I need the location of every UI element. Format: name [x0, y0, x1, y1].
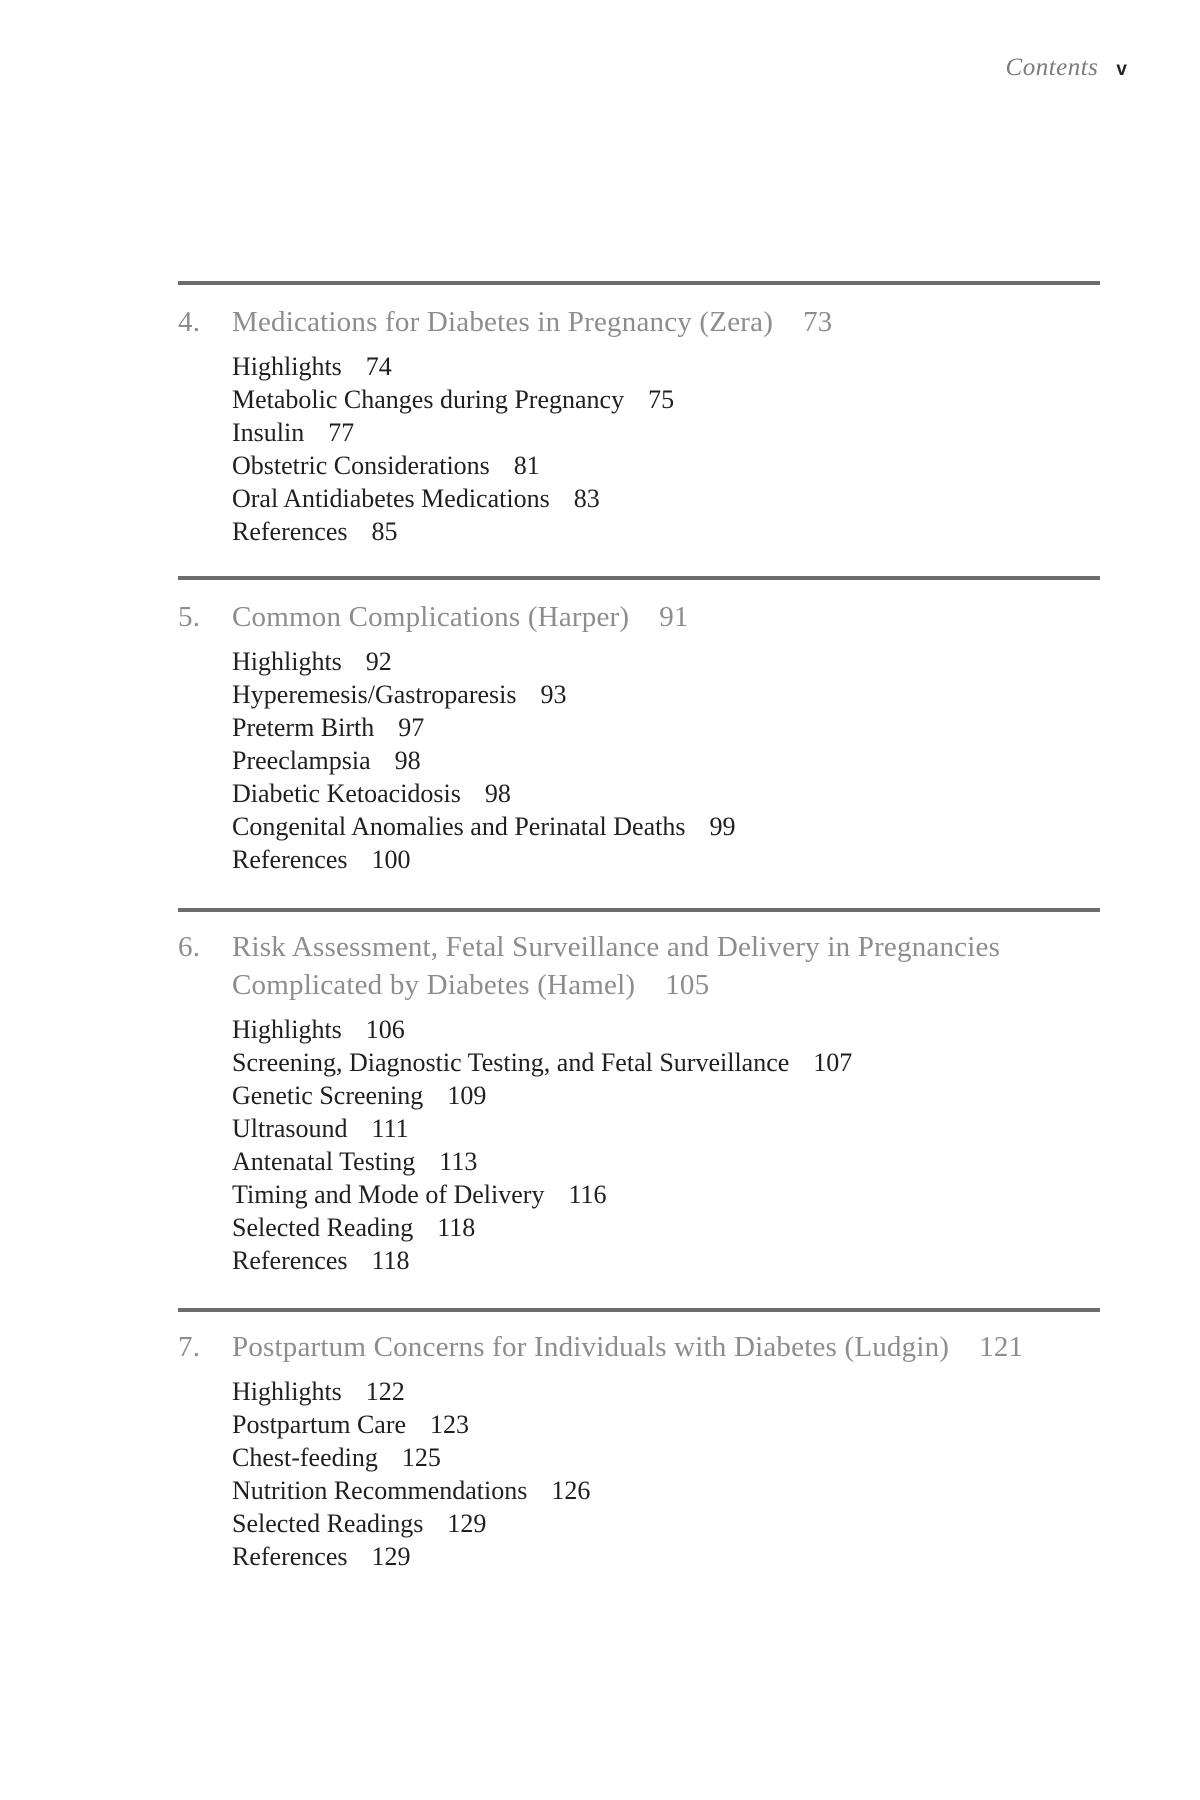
- chapter-number: 7.: [178, 1331, 201, 1363]
- running-title: Contents: [1005, 54, 1099, 81]
- item-page-number: 126: [551, 1476, 591, 1505]
- toc-item: [232, 678, 1108, 711]
- chapter-heading: [178, 598, 1108, 636]
- item-page-number: 99: [709, 812, 736, 841]
- item-page-number: 100: [371, 845, 411, 874]
- toc-item: [232, 1145, 1108, 1178]
- toc-item: [232, 350, 1108, 383]
- item-page-number: 111: [371, 1114, 409, 1143]
- chapter-title-text: Risk Assessment, Fetal Surveillance and Delivery in Pregnancies: [232, 931, 1001, 963]
- chapter-page-number: 73: [803, 306, 833, 338]
- toc-item: [232, 449, 1108, 482]
- page-number: v: [1116, 59, 1127, 80]
- toc-item: [232, 1441, 1108, 1474]
- item-page-number: 106: [365, 1015, 405, 1044]
- item-label: References: [232, 517, 348, 546]
- chapter-item-list: [232, 1013, 1108, 1277]
- item-label: References: [232, 845, 348, 874]
- item-page-number: 123: [430, 1410, 470, 1439]
- toc-item: [232, 515, 1108, 548]
- item-label: Selected Reading: [232, 1213, 414, 1242]
- item-page-number: 74: [365, 352, 392, 381]
- item-page-number: 118: [371, 1246, 410, 1275]
- toc-item: [232, 711, 1108, 744]
- item-label: Highlights: [232, 352, 342, 381]
- chapter-title-text: Complicated by Diabetes (Hamel): [232, 969, 636, 1001]
- toc-item: [232, 1112, 1108, 1145]
- toc-item: [232, 1079, 1108, 1112]
- item-label: Oral Antidiabetes Medications: [232, 484, 550, 513]
- chapter-heading: [178, 928, 1108, 1004]
- item-label: Diabetic Ketoacidosis: [232, 779, 461, 808]
- item-label: References: [232, 1542, 348, 1571]
- toc-item: [232, 810, 1108, 843]
- item-label: Nutrition Recommendations: [232, 1476, 528, 1505]
- item-label: Timing and Mode of Delivery: [232, 1180, 545, 1209]
- toc-item: [232, 777, 1108, 810]
- toc-item: [232, 645, 1108, 678]
- item-page-number: 109: [447, 1081, 487, 1110]
- item-label: Congenital Anomalies and Perinatal Deaths: [232, 812, 686, 841]
- item-page-number: 98: [484, 779, 511, 808]
- item-page-number: 93: [540, 680, 567, 709]
- item-label: Highlights: [232, 1015, 342, 1044]
- chapter-heading: [178, 1328, 1108, 1366]
- item-page-number: 113: [439, 1147, 478, 1176]
- section-rule: [178, 1308, 1100, 1312]
- item-label: Highlights: [232, 1377, 342, 1406]
- toc-item: [232, 383, 1108, 416]
- item-page-number: 125: [401, 1443, 441, 1472]
- item-page-number: 107: [813, 1048, 853, 1077]
- toc-item: [232, 1013, 1108, 1046]
- item-label: Ultrasound: [232, 1114, 348, 1143]
- item-label: Screening, Diagnostic Testing, and Fetal Surveillance: [232, 1048, 790, 1077]
- item-page-number: 81: [513, 451, 540, 480]
- toc-chapter-5: [178, 598, 1108, 876]
- item-page-number: 129: [371, 1542, 411, 1571]
- chapter-number: 4.: [178, 306, 201, 338]
- item-page-number: 98: [394, 746, 421, 775]
- toc-item: [232, 1507, 1108, 1540]
- toc-item: [232, 843, 1108, 876]
- toc-item: [232, 744, 1108, 777]
- item-page-number: 92: [365, 647, 392, 676]
- toc-item: [232, 1540, 1108, 1573]
- toc-item: [232, 1244, 1108, 1277]
- item-label: Antenatal Testing: [232, 1147, 416, 1176]
- toc-chapter-4: [178, 303, 1108, 548]
- chapter-title: [232, 598, 1108, 636]
- item-page-number: 83: [573, 484, 600, 513]
- item-page-number: 75: [648, 385, 675, 414]
- item-label: Postpartum Care: [232, 1410, 407, 1439]
- chapter-number: 5.: [178, 601, 201, 633]
- toc-item: [232, 1408, 1108, 1441]
- toc-item: [232, 1474, 1108, 1507]
- chapter-item-list: [232, 1375, 1108, 1573]
- chapter-title-text: Postpartum Concerns for Individuals with Diabetes (Ludgin): [232, 1331, 950, 1363]
- item-label: Preterm Birth: [232, 713, 375, 742]
- item-label: Preeclampsia: [232, 746, 371, 775]
- item-label: Hyperemesis/Gastroparesis: [232, 680, 517, 709]
- item-page-number: 97: [398, 713, 425, 742]
- chapter-page-number: 105: [665, 969, 710, 1001]
- item-label: Genetic Screening: [232, 1081, 424, 1110]
- item-label: Chest-feeding: [232, 1443, 378, 1472]
- chapter-item-list: [232, 350, 1108, 548]
- toc-item: [232, 1375, 1108, 1408]
- item-label: References: [232, 1246, 348, 1275]
- toc-chapter-7: [178, 1328, 1108, 1573]
- item-page-number: 77: [328, 418, 355, 447]
- item-page-number: 85: [371, 517, 398, 546]
- section-rule: [178, 908, 1100, 912]
- chapter-title: [232, 303, 1108, 341]
- item-label: Obstetric Considerations: [232, 451, 490, 480]
- item-label: Insulin: [232, 418, 305, 447]
- toc-chapter-6: [178, 928, 1108, 1277]
- item-page-number: 129: [447, 1509, 487, 1538]
- toc-item: [232, 1178, 1108, 1211]
- toc-item: [232, 1046, 1108, 1079]
- item-page-number: 122: [365, 1377, 405, 1406]
- toc-item: [232, 482, 1108, 515]
- page-header: [1006, 54, 1127, 82]
- chapter-number: 6.: [178, 931, 201, 963]
- chapter-page-number: 91: [659, 601, 689, 633]
- chapter-title-text: Common Complications (Harper): [232, 601, 630, 633]
- section-rule: [178, 281, 1100, 285]
- item-label: Metabolic Changes during Pregnancy: [232, 385, 625, 414]
- chapter-item-list: [232, 645, 1108, 876]
- chapter-page-number: 121: [979, 1331, 1024, 1363]
- toc-item: [232, 416, 1108, 449]
- chapter-title: [232, 928, 1108, 1004]
- section-rule: [178, 576, 1100, 580]
- chapter-heading: [178, 303, 1108, 341]
- chapter-title: [232, 1328, 1108, 1366]
- chapter-title-text: Medications for Diabetes in Pregnancy (Zera): [232, 306, 774, 338]
- toc-item: [232, 1211, 1108, 1244]
- item-page-number: 118: [437, 1213, 476, 1242]
- item-label: Highlights: [232, 647, 342, 676]
- item-page-number: 116: [568, 1180, 607, 1209]
- item-label: Selected Readings: [232, 1509, 424, 1538]
